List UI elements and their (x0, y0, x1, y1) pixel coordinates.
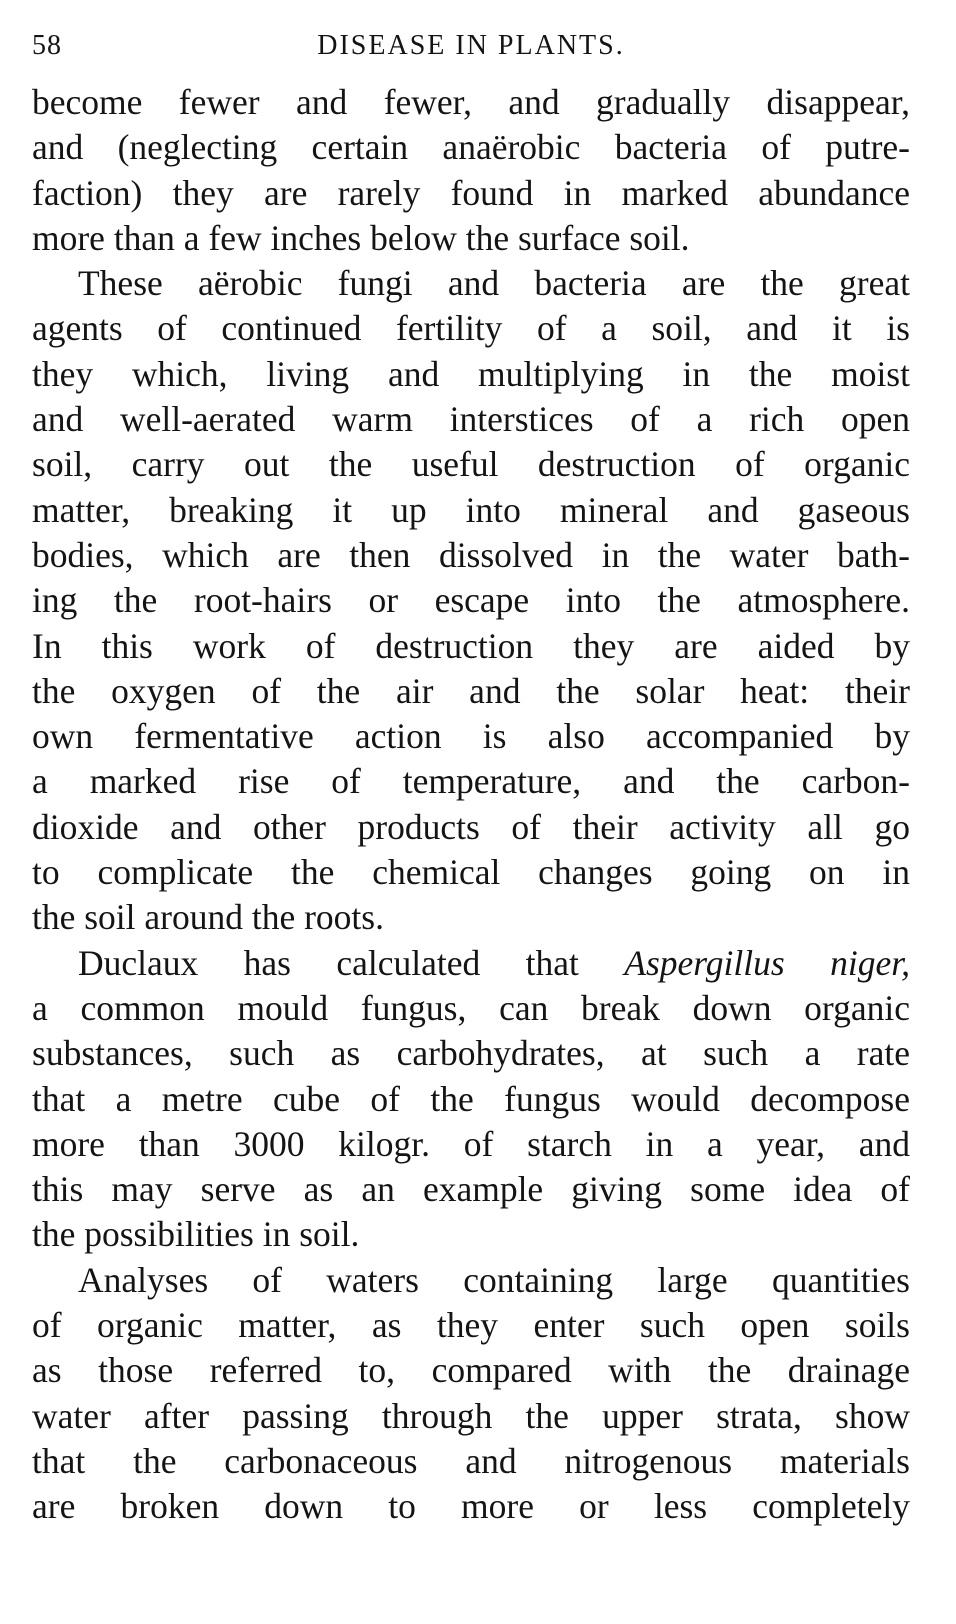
text-line: and well-aerated warm interstices of a rich open (32, 399, 910, 440)
text-line: are broken down to more or less completely (32, 1486, 910, 1527)
text-line: they which, living and multiplying in the moist (32, 353, 910, 394)
book-page (32, 22, 910, 1530)
text-line: the soil around the roots. (32, 897, 384, 938)
text-run: Duclaux has calculated that (78, 942, 625, 983)
text-line: agents of continued fertility of a soil, and it is (32, 308, 910, 349)
text-line: These aërobic fungi and bacteria are the great (78, 263, 910, 304)
text-line: bodies, which are then dissolved in the water bath- (32, 534, 910, 575)
text-line: more than a few inches below the surface soil. (32, 217, 690, 258)
text-line: that a metre cube of the fungus would decompose (32, 1078, 910, 1119)
text-line (32, 941, 910, 986)
text-line: the oxygen of the air and the solar heat: their (32, 670, 910, 711)
page-number: 58 (32, 30, 62, 61)
text-line: ing the root-hairs or escape into the atmosphere. (32, 580, 910, 621)
paragraph-2 (32, 261, 910, 940)
paragraph-4 (32, 1258, 910, 1530)
running-head (32, 22, 910, 80)
text-line: become fewer and fewer, and gradually disappear, (32, 82, 910, 122)
text-line: faction) they are rarely found in marked abundance (32, 172, 910, 213)
text-line: soil, carry out the useful destruction of organic (32, 444, 910, 485)
text-line: In this work of destruction they are aided by (32, 625, 910, 666)
text-line: more than 3000 kilogr. of starch in a year, and (32, 1123, 910, 1164)
text-line: to complicate the chemical changes going on in (32, 852, 910, 893)
text-line: a common mould fungus, can break down organic (32, 987, 910, 1028)
paragraph-3 (32, 941, 910, 1258)
paragraph-1 (32, 80, 910, 261)
running-title: DISEASE IN PLANTS. (317, 30, 625, 61)
text-line: as those referred to, compared with the drainage (32, 1350, 910, 1391)
text-line: Analyses of waters containing large quantities (78, 1259, 910, 1300)
text-line: this may serve as an example giving some idea of (32, 1169, 910, 1210)
body-text (32, 80, 910, 1530)
text-line: dioxide and other products of their activity all go (32, 806, 910, 847)
text-line: own fermentative action is also accompanied by (32, 716, 910, 757)
text-line: matter, breaking it up into mineral and gaseous (32, 489, 910, 530)
text-line: the possibilities in soil. (32, 1214, 360, 1255)
text-line: substances, such as carbohydrates, at such a rate (32, 1033, 910, 1074)
text-line: and (neglecting certain anaërobic bacteria of putre- (32, 127, 910, 168)
text-line: that the carbonaceous and nitrogenous materials (32, 1440, 910, 1481)
text-line: a marked rise of temperature, and the carbon- (32, 761, 910, 802)
species-name: Aspergillus niger, (624, 942, 910, 983)
text-line: water after passing through the upper strata, show (32, 1395, 910, 1436)
text-line: of organic matter, as they enter such open soils (32, 1305, 910, 1346)
